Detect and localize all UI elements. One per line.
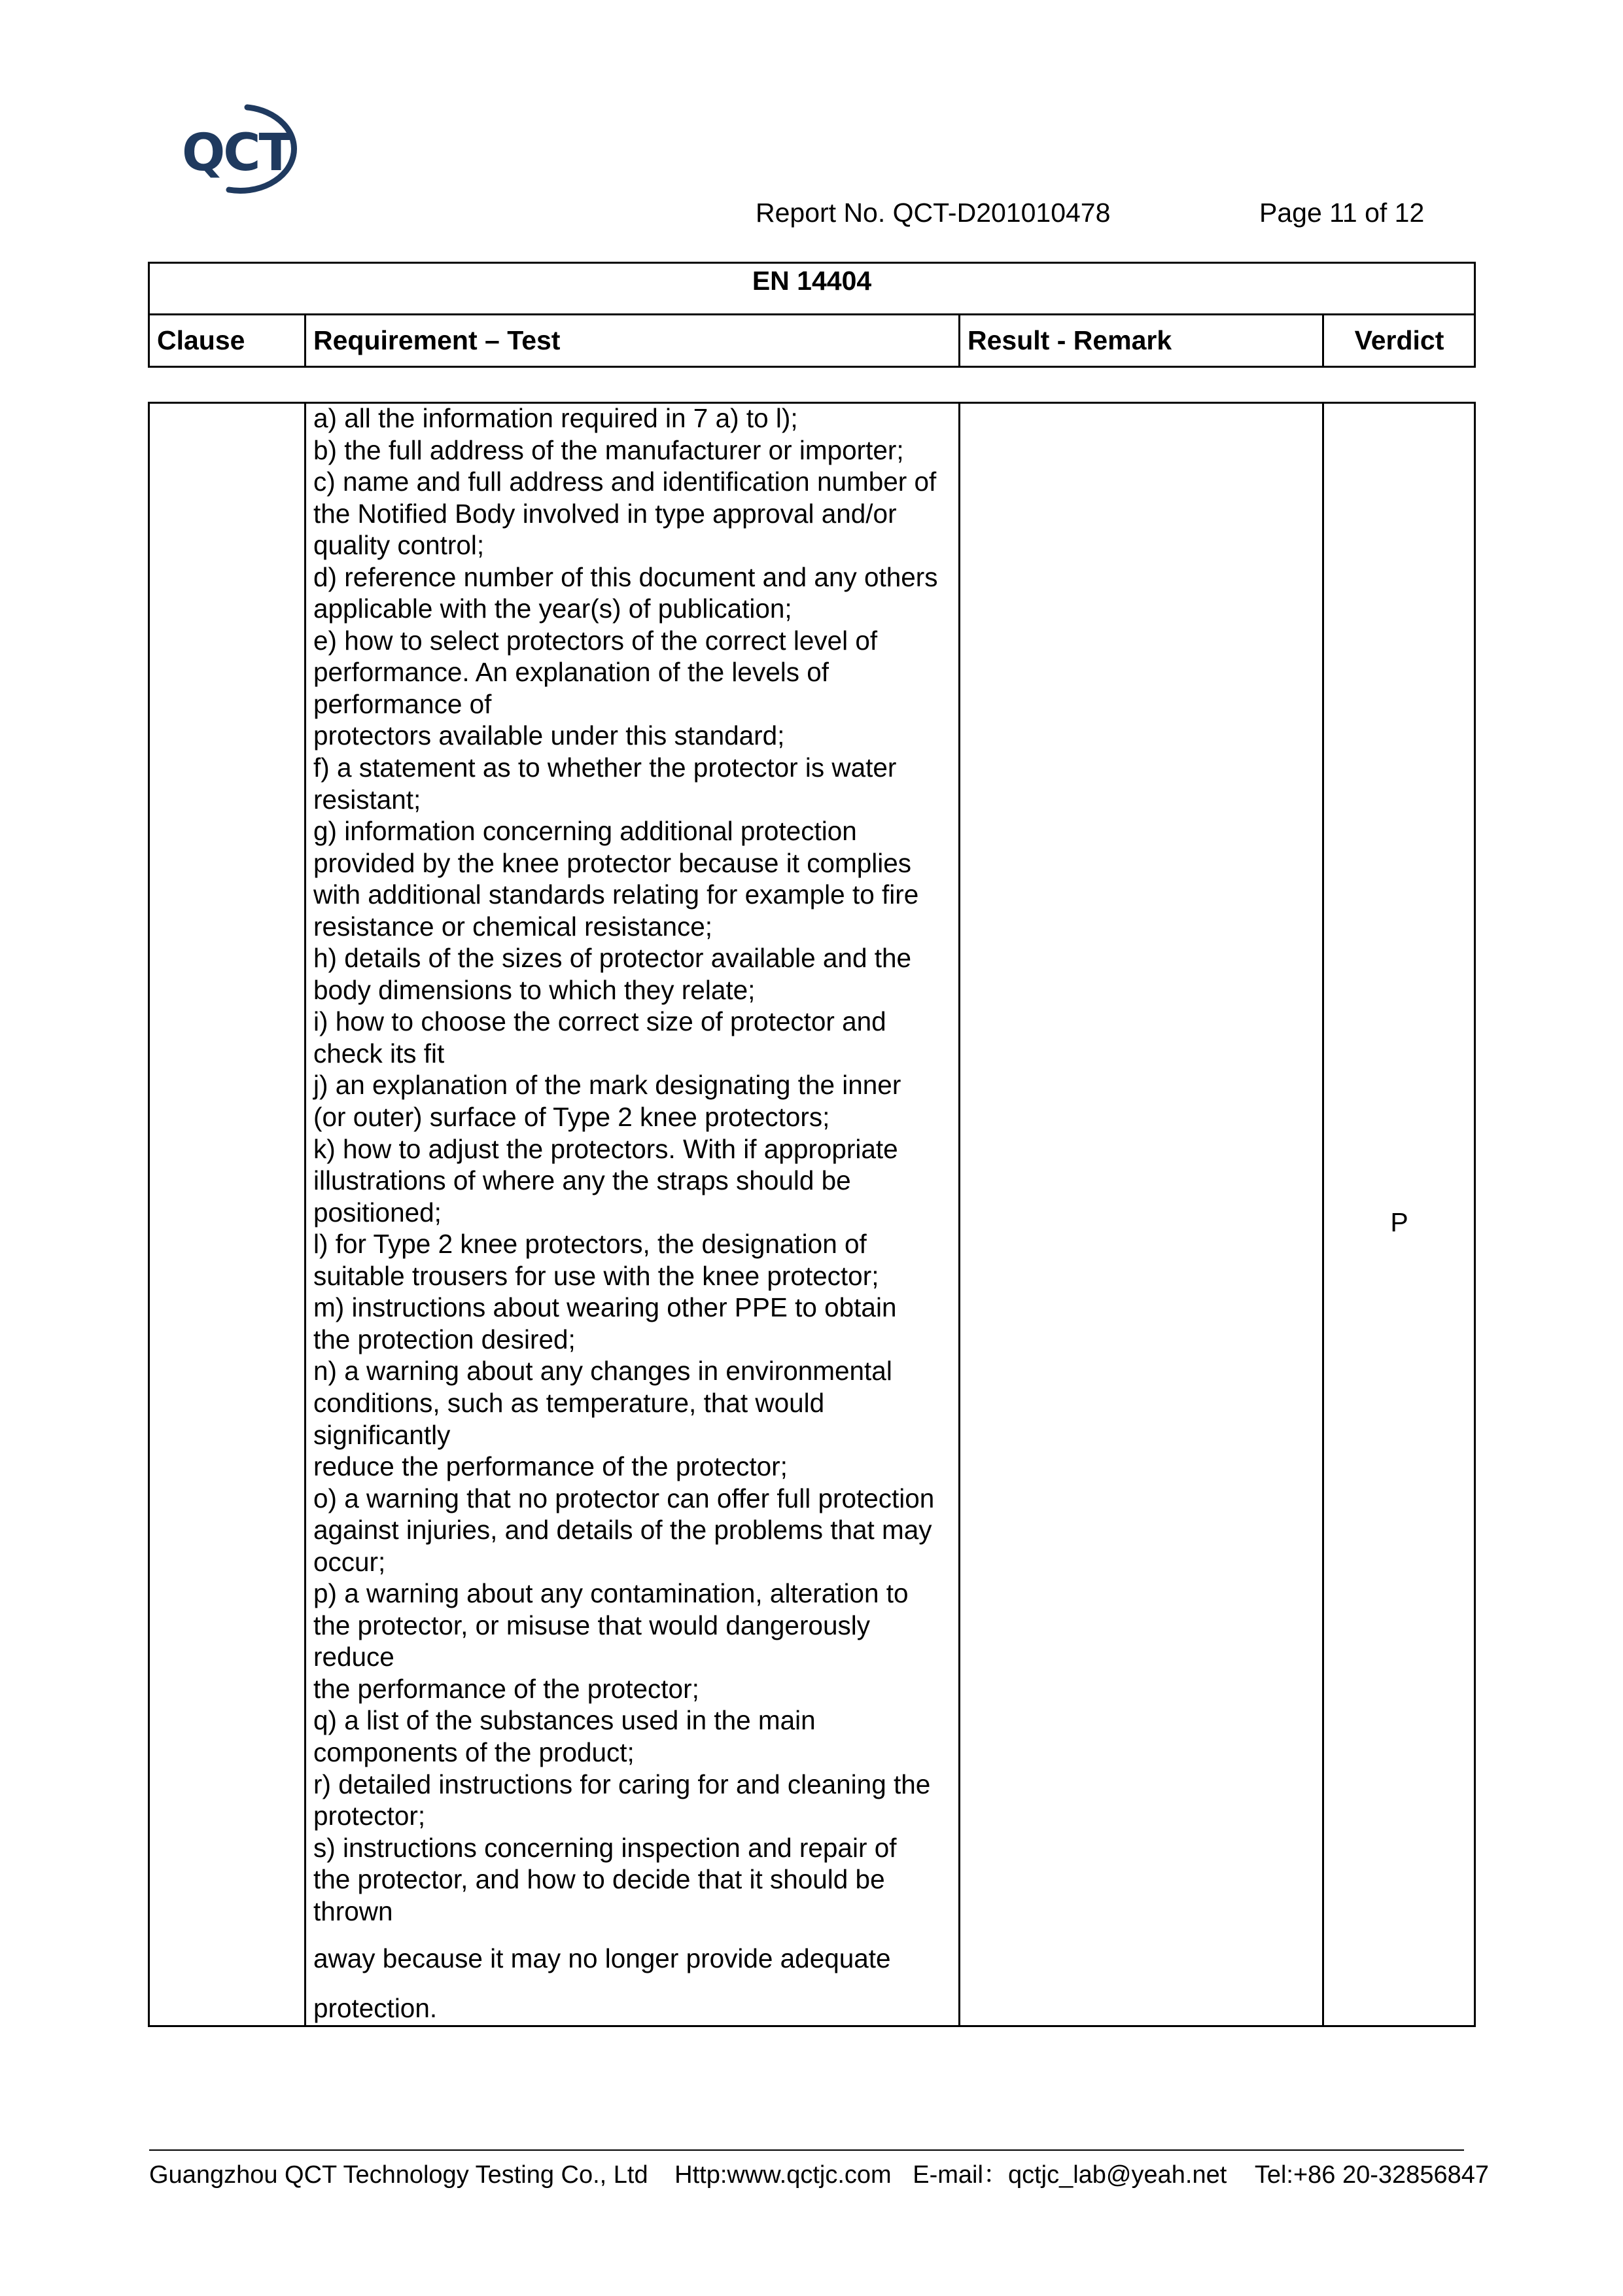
verdict-value: P [1390,1207,1408,1237]
page-number: Page 11 of 12 [1259,198,1425,228]
footer-company: Guangzhou QCT Technology Testing Co., Ltd [149,2161,648,2189]
requirement-text-continued: away because it may no longer provide adequate [313,1943,891,1973]
content-col-divider-2 [958,402,960,2027]
footer-website[interactable]: Http:www.qctjc.com [674,2161,892,2189]
requirement-text-end: protection. [313,1993,438,2023]
header-col-divider-3 [1322,313,1324,368]
logo-text: QCT [182,124,292,183]
company-logo [178,92,348,203]
content-col-divider-3 [1322,402,1324,2027]
header-table-divider [148,313,1476,315]
col-header-clause: Clause [157,325,245,355]
footer-email[interactable]: E-mail：qctjc_lab@yeah.net [913,2161,1227,2189]
footer-tel: Tel:+86 20-32856847 [1254,2161,1489,2189]
header-col-divider-1 [304,313,306,368]
requirement-text: a) all the information required in 7 a) to l); b) the full address of the manufacturer or importer; c) name and full address and identification number of the Notified Body involved in type approval and/or quality control; d) reference number of this document and any others applicable with the year(s) of publication; e) how to select protectors of the correct level of performance. An explanation of the levels of performance of protectors available under this standard; f) a statement as to whether the protector is water resistant; g) information concerning additional protection provided by the knee protector because it complies with additional standards relating for example to fire resistance or chemical resistance; h) details of the sizes of protector available and the body dimensions to which they relate; i) how to choose the correct size of protector and check its fit j) an explanation of the mark designating the inner (or outer) surface of Type 2 knee protectors; k) how to adjust the protectors. With if appropriate illustrations of where any the straps should be positioned; l) for Type 2 knee protectors, the designation of suitable trousers for use with the knee protector; m) instructions about wearing other PPE to obtain the protection desired; n) a warning about any changes in environmental conditions, such as temperature, that would significantly reduce the performance of the protector; o) a warning that no protector can offer full protection against injuries, and details of the problems that may occur; p) a warning about any contamination, alteration to the protector, or misuse that would dangerously reduce the performance of the protector; q) a list of the substances used in the main components of the product; r) detailed instructions for caring for and cleaning the protector; s) instructions concerning inspection and repair of the protector, and how to decide that it should be thrown [313,403,938,1926]
report-number: Report No. QCT-D201010478 [756,198,1111,228]
col-header-verdict: Verdict [1354,325,1444,355]
footer [149,2154,1489,2190]
qct-logo-icon [178,92,348,203]
standard-title: EN 14404 [752,266,872,296]
col-header-result: Result - Remark [968,325,1172,355]
col-header-requirement: Requirement – Test [313,325,561,355]
footer-divider [149,2149,1464,2151]
header-col-divider-2 [958,313,960,368]
content-col-divider-1 [304,402,306,2027]
